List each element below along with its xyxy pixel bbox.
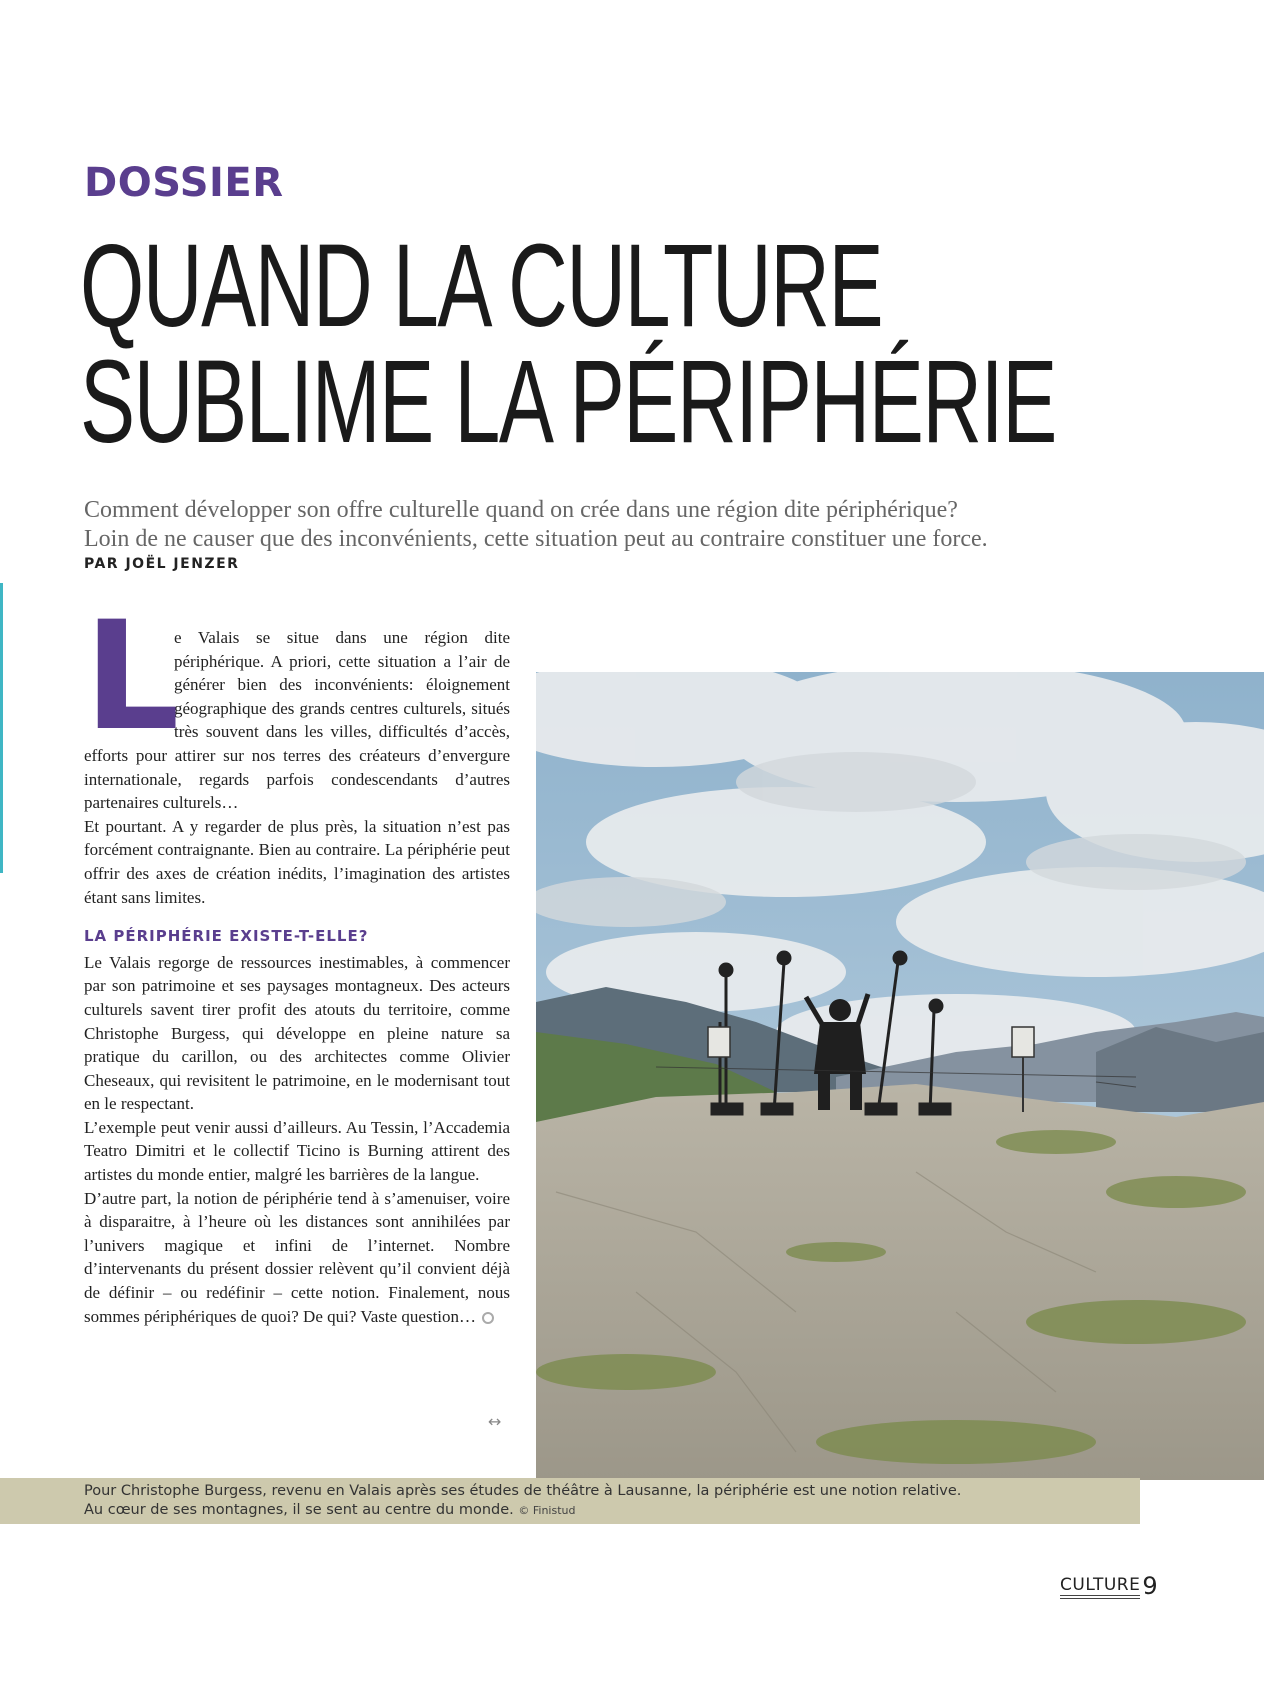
headline-line-2: SUBLIME LA PÉRIPHÉRIE	[80, 336, 1056, 468]
paragraph-4: L’exemple peut venir aussi d’ailleurs. Au Tessin, l’Accademia Teatro Dimitri et le collectif Ticino is Burning attirent des artistes du monde entier, malgré les barrières de la langue.	[84, 1117, 510, 1185]
paragraph-5	[84, 1187, 510, 1329]
footer-section-name: CULTURE	[1060, 1576, 1140, 1599]
headline	[80, 220, 1230, 468]
lead-paragraph	[84, 496, 1204, 554]
drop-cap-letter: L	[84, 590, 180, 764]
continue-arrow-icon: ↔	[488, 1412, 502, 1431]
lead-line-1: Comment développer son offre culturelle quand on crée dans une région dite périphérique?	[84, 497, 958, 523]
paragraph-2: Et pourtant. A y regarder de plus près, la situation n’est pas forcément contraignante. Bien au contraire. La périphérie peut offrir des axes de création inédits, l’imagination des artistes étant sans limites.	[84, 816, 510, 907]
photo-caption	[84, 1482, 1144, 1520]
lead-line-2: Loin de ne causer que des inconvénients, cette situation peut au contraire constituer une force.	[84, 526, 988, 552]
caption-line-1: Pour Christophe Burgess, revenu en Valais après ses études de théâtre à Lausanne, la périphérie est une notion relative.	[84, 1483, 962, 1499]
page-number: 9	[1142, 1572, 1158, 1600]
end-of-article-icon	[482, 1312, 494, 1324]
drop-cap	[84, 590, 180, 764]
photo-credit: © Finistud	[518, 1504, 576, 1517]
headline-line-1: QUAND LA CULTURE	[80, 220, 883, 352]
subheading: LA PÉRIPHÉRIE EXISTE-T-ELLE?	[84, 927, 369, 946]
mountain-carillon-photo	[536, 672, 1264, 1480]
paragraph-1: e Valais se situe dans une région dite périphérique. A priori, cette situation a l’air de générer bien des inconvénients: éloignement géographique des grands centres culturels, situés très souvent dans les villes, difficultés d’accès, efforts pour attirer sur nos terres des créateurs d’envergure internationale, regards parfois condescendants d’autres partenaires culturels…	[84, 628, 510, 813]
paragraph-3: Le Valais regorge de ressources inestimables, à commencer par son patrimoine et ses paysages montagneux. Des acteurs culturels savent tirer profit des atouts du territoire, comme Christophe Burgess, qui développe en pleine nature sa pratique du carillon, ou des architectes comme Olivier Cheseaux, qui revisitent le patrimoine, en le modernisant tout en le respectant.	[84, 952, 510, 1114]
caption-line-2-text: Au cœur de ses montagnes, il se sent au centre du monde.	[84, 1502, 514, 1518]
caption-line-2	[84, 1501, 1144, 1520]
section-kicker: DOSSIER	[84, 160, 284, 206]
paragraph-5-text: D’autre part, la notion de périphérie tend à s’amenuiser, voire à disparaitre, à l’heure où les distances sont annihilées par l’univers magique et infini de l’internet. Nombre d’intervenants du présent dossier relèvent qu’il convient déjà de définir – ou redéfinir – cette notion. Finalement, nous sommes périphériques de quoi? De qui? Vaste question…	[84, 1188, 510, 1326]
edge-color-bar	[0, 583, 3, 873]
article-photo	[536, 672, 1264, 1480]
page-footer	[1060, 1572, 1158, 1600]
article-body	[84, 590, 510, 1328]
byline: PAR JOËL JENZER	[84, 556, 240, 572]
